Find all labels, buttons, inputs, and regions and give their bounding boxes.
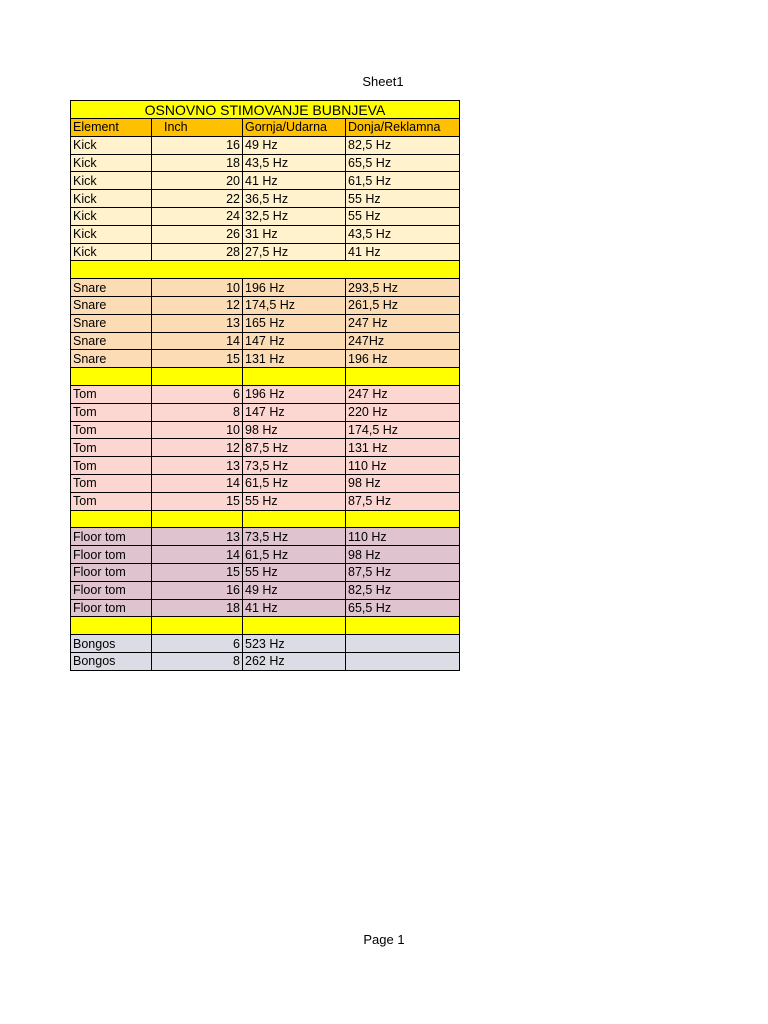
cell-gornja: 196 Hz: [243, 279, 346, 297]
cell-donja: [346, 635, 460, 653]
cell-inch: 20: [152, 172, 243, 190]
cell-element: Snare: [71, 350, 152, 368]
table-row: [71, 207, 460, 225]
table-row: [71, 563, 460, 581]
cell-element: Bongos: [71, 635, 152, 653]
cell-inch: 18: [152, 599, 243, 617]
cell-element: Floor tom: [71, 546, 152, 564]
cell-element: Tom: [71, 439, 152, 457]
table-row: [71, 332, 460, 350]
separator-cell: [243, 617, 346, 635]
table-row: [71, 314, 460, 332]
cell-inch: 13: [152, 457, 243, 475]
cell-element: Floor tom: [71, 563, 152, 581]
table-row: [71, 439, 460, 457]
cell-gornja: 174,5 Hz: [243, 296, 346, 314]
cell-donja: 174,5 Hz: [346, 421, 460, 439]
separator-cell: [346, 368, 460, 386]
cell-donja: 65,5 Hz: [346, 599, 460, 617]
cell-inch: 15: [152, 492, 243, 510]
separator-cell: [71, 617, 152, 635]
table-row: [71, 403, 460, 421]
table-row: [71, 385, 460, 403]
cell-element: Tom: [71, 457, 152, 475]
cell-inch: 14: [152, 332, 243, 350]
cell-element: Bongos: [71, 652, 152, 670]
cell-gornja: 196 Hz: [243, 385, 346, 403]
header-gornja: Gornja/Udarna: [243, 119, 346, 137]
cell-inch: 6: [152, 635, 243, 653]
table-row: [71, 635, 460, 653]
table-row: [71, 652, 460, 670]
cell-gornja: 55 Hz: [243, 492, 346, 510]
cell-element: Snare: [71, 279, 152, 297]
table-row: [71, 225, 460, 243]
cell-element: Tom: [71, 421, 152, 439]
cell-element: Kick: [71, 136, 152, 154]
cell-gornja: 36,5 Hz: [243, 190, 346, 208]
header-element: Element: [71, 119, 152, 137]
cell-element: Snare: [71, 332, 152, 350]
table-row: [71, 457, 460, 475]
cell-donja: 65,5 Hz: [346, 154, 460, 172]
cell-inch: 8: [152, 652, 243, 670]
separator-cell: [152, 617, 243, 635]
separator-cell: [71, 510, 152, 528]
cell-gornja: 165 Hz: [243, 314, 346, 332]
cell-element: Floor tom: [71, 599, 152, 617]
cell-donja: 87,5 Hz: [346, 563, 460, 581]
cell-inch: 26: [152, 225, 243, 243]
cell-element: Tom: [71, 474, 152, 492]
cell-inch: 8: [152, 403, 243, 421]
cell-donja: 82,5 Hz: [346, 581, 460, 599]
cell-gornja: 49 Hz: [243, 581, 346, 599]
cell-element: Kick: [71, 225, 152, 243]
drum-tuning-table: [70, 100, 460, 671]
separator-cell: [243, 510, 346, 528]
cell-inch: 18: [152, 154, 243, 172]
cell-inch: 16: [152, 136, 243, 154]
table-row: [71, 296, 460, 314]
separator-cell: [346, 510, 460, 528]
cell-inch: 13: [152, 314, 243, 332]
cell-element: Floor tom: [71, 528, 152, 546]
cell-donja: 131 Hz: [346, 439, 460, 457]
separator-cell: [346, 617, 460, 635]
cell-gornja: 147 Hz: [243, 332, 346, 350]
cell-donja: 98 Hz: [346, 474, 460, 492]
header-inch: Inch: [152, 119, 243, 137]
cell-inch: 15: [152, 563, 243, 581]
cell-gornja: 262 Hz: [243, 652, 346, 670]
sheet-name-label: Sheet1: [362, 74, 404, 89]
separator-cell: [71, 368, 152, 386]
cell-donja: 110 Hz: [346, 528, 460, 546]
sheet-name: [0, 74, 768, 89]
cell-gornja: 55 Hz: [243, 563, 346, 581]
cell-element: Tom: [71, 403, 152, 421]
table-body: [71, 101, 460, 671]
cell-element: Kick: [71, 190, 152, 208]
cell-element: Kick: [71, 207, 152, 225]
cell-gornja: 73,5 Hz: [243, 457, 346, 475]
table-row: [71, 599, 460, 617]
cell-inch: 15: [152, 350, 243, 368]
cell-donja: 196 Hz: [346, 350, 460, 368]
group-separator-row: [71, 617, 460, 635]
table-row: [71, 421, 460, 439]
cell-element: Kick: [71, 154, 152, 172]
separator-cell: [152, 368, 243, 386]
cell-donja: 247 Hz: [346, 385, 460, 403]
cell-element: Tom: [71, 385, 152, 403]
cell-inch: 10: [152, 279, 243, 297]
cell-gornja: 98 Hz: [243, 421, 346, 439]
header-donja: Donja/Reklamna: [346, 119, 460, 137]
table-row: [71, 279, 460, 297]
cell-gornja: 61,5 Hz: [243, 474, 346, 492]
cell-gornja: 32,5 Hz: [243, 207, 346, 225]
cell-donja: [346, 652, 460, 670]
cell-element: Floor tom: [71, 581, 152, 599]
cell-inch: 6: [152, 385, 243, 403]
cell-donja: 247 Hz: [346, 314, 460, 332]
cell-inch: 24: [152, 207, 243, 225]
table-row: [71, 492, 460, 510]
table-row: [71, 136, 460, 154]
cell-inch: 28: [152, 243, 243, 261]
group-separator-row: [71, 510, 460, 528]
cell-element: Kick: [71, 243, 152, 261]
cell-inch: 12: [152, 439, 243, 457]
cell-donja: 247Hz: [346, 332, 460, 350]
separator-cell: [71, 261, 460, 279]
cell-gornja: 41 Hz: [243, 599, 346, 617]
table-row: [71, 190, 460, 208]
cell-donja: 110 Hz: [346, 457, 460, 475]
table-row: [71, 474, 460, 492]
table-row: [71, 528, 460, 546]
cell-donja: 55 Hz: [346, 190, 460, 208]
cell-donja: 43,5 Hz: [346, 225, 460, 243]
group-separator-row: [71, 261, 460, 279]
group-separator-row: [71, 368, 460, 386]
separator-cell: [152, 510, 243, 528]
cell-donja: 98 Hz: [346, 546, 460, 564]
cell-inch: 13: [152, 528, 243, 546]
cell-inch: 22: [152, 190, 243, 208]
cell-element: Tom: [71, 492, 152, 510]
cell-inch: 16: [152, 581, 243, 599]
cell-donja: 41 Hz: [346, 243, 460, 261]
cell-donja: 220 Hz: [346, 403, 460, 421]
cell-gornja: 49 Hz: [243, 136, 346, 154]
cell-gornja: 31 Hz: [243, 225, 346, 243]
table-row: [71, 154, 460, 172]
cell-gornja: 147 Hz: [243, 403, 346, 421]
separator-cell: [243, 368, 346, 386]
cell-gornja: 87,5 Hz: [243, 439, 346, 457]
cell-inch: 14: [152, 474, 243, 492]
table-title-row: [71, 101, 460, 119]
table-row: [71, 172, 460, 190]
cell-gornja: 523 Hz: [243, 635, 346, 653]
table-row: [71, 243, 460, 261]
page-number: Page 1: [363, 932, 405, 947]
cell-donja: 87,5 Hz: [346, 492, 460, 510]
cell-gornja: 27,5 Hz: [243, 243, 346, 261]
cell-inch: 12: [152, 296, 243, 314]
table-row: [71, 350, 460, 368]
cell-donja: 82,5 Hz: [346, 136, 460, 154]
page-footer: [0, 932, 768, 947]
cell-gornja: 43,5 Hz: [243, 154, 346, 172]
cell-gornja: 41 Hz: [243, 172, 346, 190]
cell-gornja: 131 Hz: [243, 350, 346, 368]
cell-donja: 55 Hz: [346, 207, 460, 225]
cell-donja: 293,5 Hz: [346, 279, 460, 297]
table-header-row: [71, 119, 460, 137]
cell-gornja: 73,5 Hz: [243, 528, 346, 546]
cell-donja: 261,5 Hz: [346, 296, 460, 314]
cell-donja: 61,5 Hz: [346, 172, 460, 190]
table-row: [71, 546, 460, 564]
table-row: [71, 581, 460, 599]
cell-inch: 14: [152, 546, 243, 564]
cell-element: Snare: [71, 296, 152, 314]
table-title: OSNOVNO STIMOVANJE BUBNJEVA: [71, 101, 460, 119]
cell-inch: 10: [152, 421, 243, 439]
cell-gornja: 61,5 Hz: [243, 546, 346, 564]
cell-element: Kick: [71, 172, 152, 190]
cell-element: Snare: [71, 314, 152, 332]
